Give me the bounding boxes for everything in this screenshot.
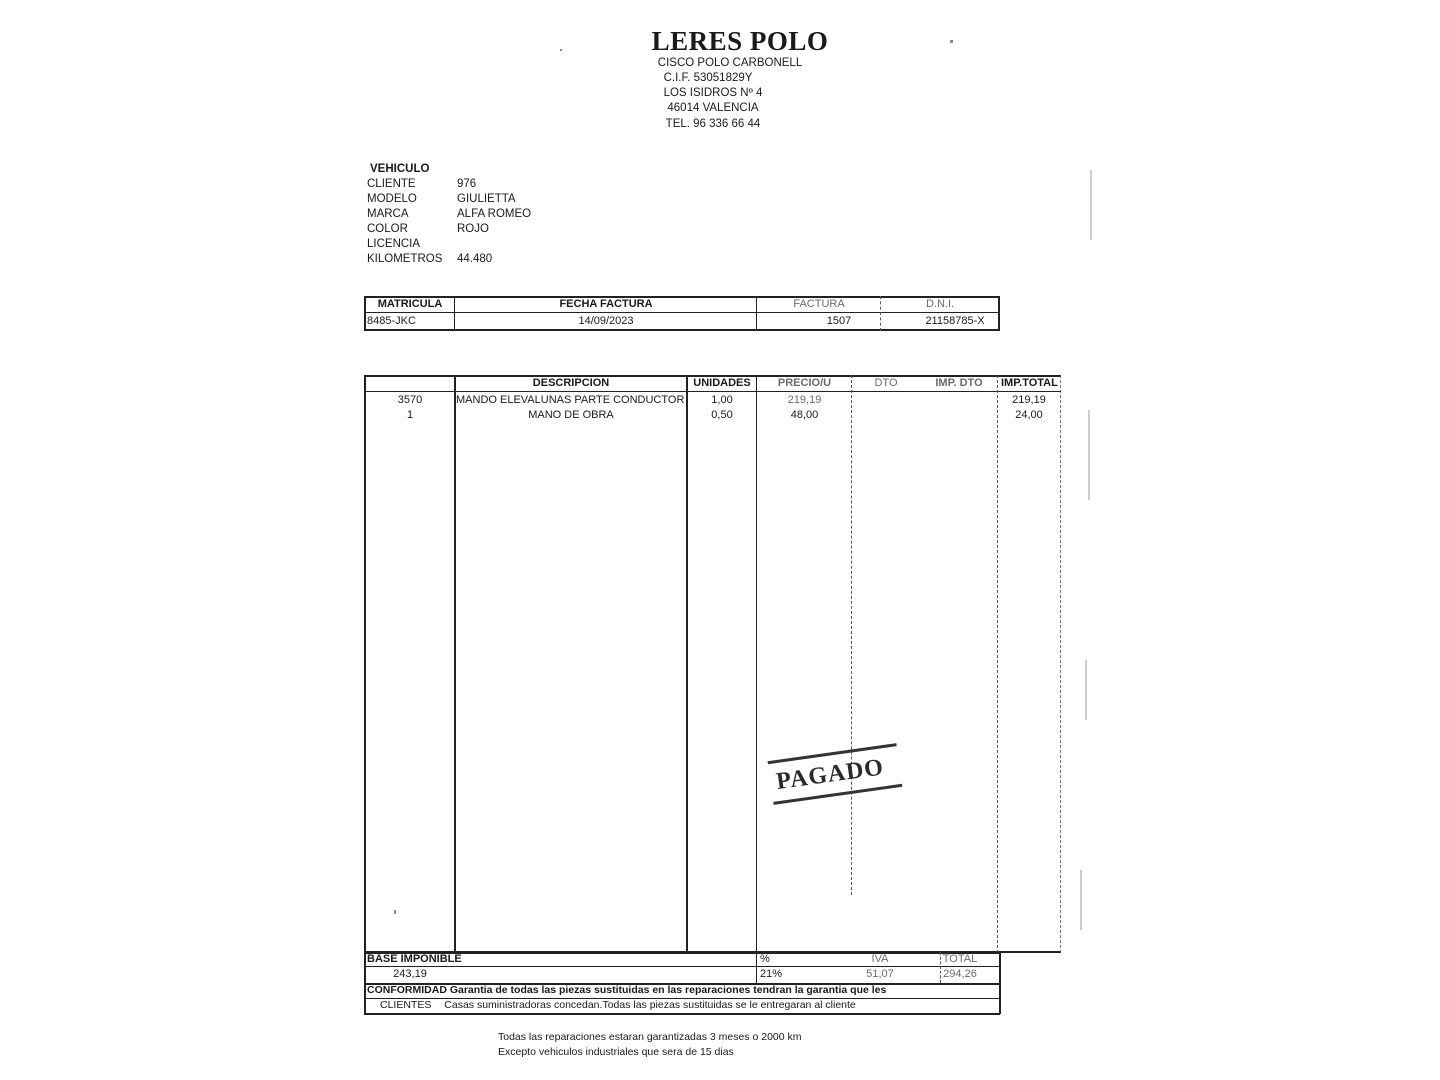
clientes-row <box>380 999 997 1011</box>
line-units: 1,00 <box>711 394 733 406</box>
vehicle-label-kilometros: KILOMETROS <box>367 253 443 265</box>
line-description: MANDO ELEVALUNAS PARTE CONDUCTOR <box>456 394 685 406</box>
percent-label: % <box>760 953 770 965</box>
vehicle-value-cliente: 976 <box>457 178 477 190</box>
scan-speck <box>560 49 562 51</box>
footer-line-1: Todas las reparaciones estaran garantizadas 3 meses o 2000 km <box>498 1031 802 1043</box>
invoice-value-dni: 21158785-X <box>925 315 985 327</box>
line-description: MANO DE OBRA <box>528 409 614 421</box>
invoice-header-fecha: FECHA FACTURA <box>559 298 653 310</box>
vehicle-label-marca: MARCA <box>367 208 409 220</box>
line-units: 0,50 <box>711 409 733 421</box>
lines-header-precio: PRECIO/U <box>777 377 832 389</box>
invoice-info-col-sep <box>454 296 455 331</box>
invoice-info-col-sep <box>756 296 757 331</box>
conformidad-label: CONFORMIDAD <box>367 984 447 996</box>
totals-divider <box>364 966 1000 967</box>
scan-speck <box>394 910 396 914</box>
clientes-label: CLIENTES <box>380 999 432 1011</box>
address: LOS ISIDROS Nº 4 <box>663 87 763 99</box>
lines-header-imp-total: IMP.TOTAL <box>1001 377 1058 389</box>
base-imponible-label: BASE IMPONIBLE <box>367 953 462 965</box>
iva-label: IVA <box>871 953 889 965</box>
line-total: 24,00 <box>1015 409 1043 421</box>
vehicle-label-licencia: LICENCIA <box>367 238 421 250</box>
invoice-value-matricula: 8485-JKC <box>367 315 416 327</box>
lines-col-sep <box>997 375 998 953</box>
line-total: 219,19 <box>1012 394 1046 406</box>
clientes-text: Casas suministradoras concedan.Todas las piezas sustituidas se le entregaran al cliente <box>444 999 856 1011</box>
phone: TEL. 96 336 66 44 <box>665 118 761 130</box>
lines-header-divider <box>364 391 1061 392</box>
lines-header-descripcion: DESCRIPCION <box>532 377 610 389</box>
lines-col-sep <box>454 375 456 953</box>
cif: C.I.F. 53051829Y <box>663 72 753 84</box>
scan-speck <box>1080 870 1082 930</box>
invoice-info-divider <box>364 312 1000 313</box>
conformidad-text: Garantia de todas las piezas sustituidas en las reparaciones tendran la garantia que les <box>449 984 887 996</box>
conformidad-row <box>367 984 997 996</box>
lines-col-sep <box>851 375 852 895</box>
vehicle-value-color: ROJO <box>457 223 489 235</box>
totals-right-border <box>999 952 1001 1014</box>
scan-speck <box>1090 170 1092 240</box>
lines-header-dto: DTO <box>874 377 898 389</box>
total-value: 294,26 <box>943 968 977 980</box>
line-code: 1 <box>406 409 414 421</box>
scan-speck <box>1085 660 1087 720</box>
vehicle-value-marca: ALFA ROMEO <box>457 208 532 220</box>
scan-speck <box>950 40 953 43</box>
invoice-header-factura: FACTURA <box>793 298 845 310</box>
owner-name: CISCO POLO CARBONELL <box>657 57 803 69</box>
line-code: 3570 <box>397 394 423 406</box>
vehicle-value-kilometros: 44.480 <box>457 253 493 265</box>
clientes-bottom-border <box>364 1013 1000 1015</box>
city: 46014 VALENCIA <box>667 102 759 114</box>
lines-col-sep <box>756 375 757 953</box>
company-name: LERES POLO <box>651 26 829 56</box>
total-label: TOTAL <box>942 953 978 965</box>
vehicle-label-modelo: MODELO <box>367 193 417 205</box>
invoice-header-matricula: MATRICULA <box>377 298 443 310</box>
totals-left-border <box>364 952 366 1014</box>
totals-col-sep <box>756 952 757 983</box>
line-price: 48,00 <box>790 409 819 421</box>
vehicle-section-title: VEHICULO <box>370 163 430 175</box>
base-imponible-value: 243,19 <box>393 968 427 980</box>
invoice-value-fecha: 14/09/2023 <box>578 315 634 327</box>
scan-speck <box>1088 410 1090 500</box>
lines-col-sep <box>686 375 688 953</box>
lines-header-imp-dto: IMP. DTO <box>935 377 983 389</box>
lines-table <box>364 375 1061 953</box>
invoice-value-factura: 1507 <box>826 315 852 327</box>
vehicle-label-color: COLOR <box>367 223 408 235</box>
percent-value: 21% <box>760 968 783 980</box>
lines-header-unidades: UNIDADES <box>693 377 751 389</box>
footer-line-2: Excepto vehiculos industriales que sera de 15 dias <box>498 1046 734 1058</box>
paid-stamp: PAGADO <box>768 743 903 805</box>
line-price: 219,19 <box>787 394 822 406</box>
vehicle-label-cliente: CLIENTE <box>367 178 416 190</box>
invoice-header-dni: D.N.I. <box>925 298 955 310</box>
vehicle-value-modelo: GIULIETTA <box>457 193 516 205</box>
iva-value: 51,07 <box>866 968 894 980</box>
